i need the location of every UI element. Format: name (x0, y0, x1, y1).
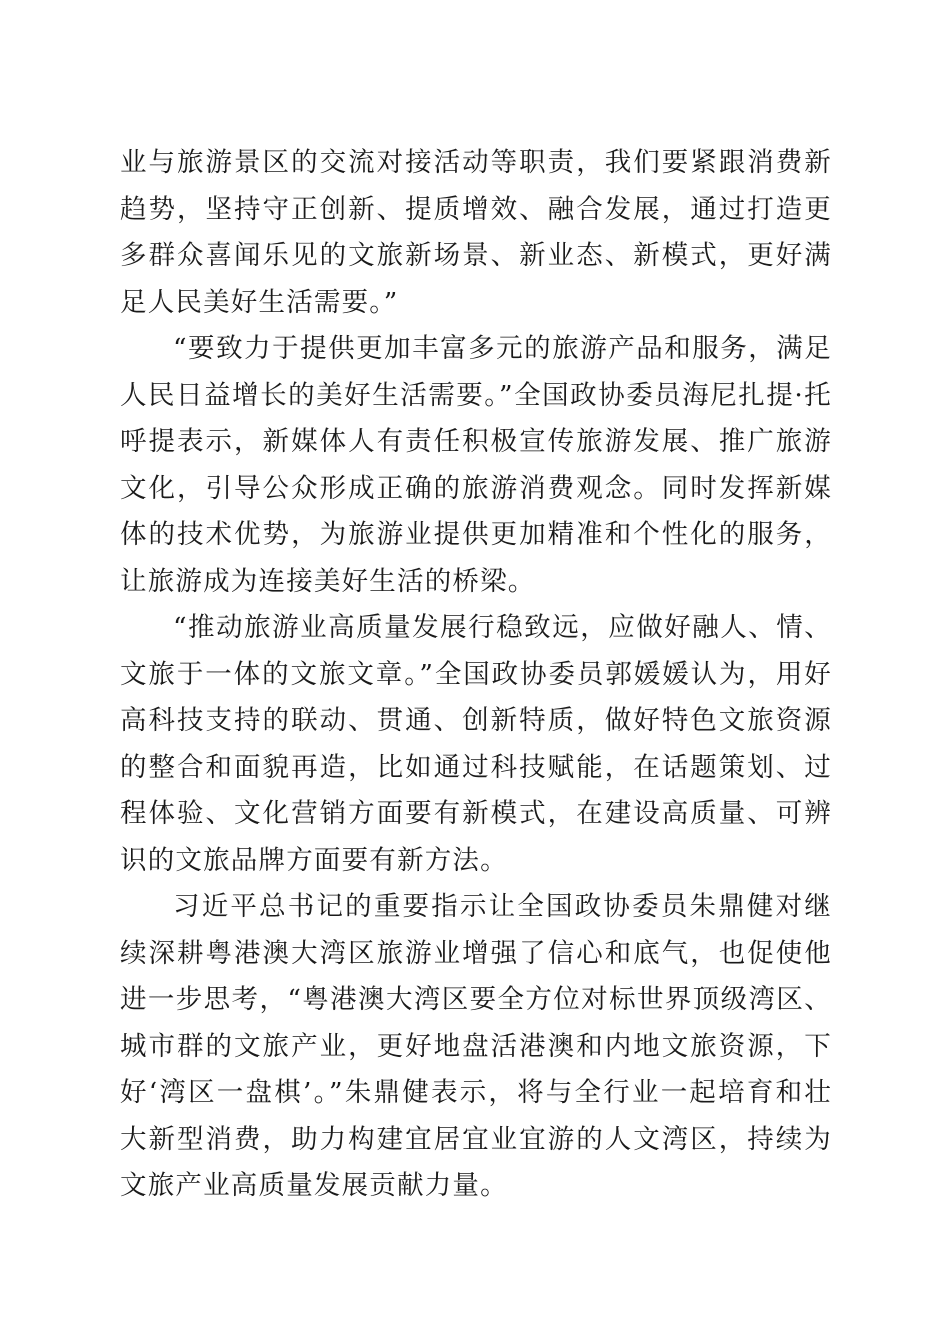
paragraph: “要致力于提供更加丰富多元的旅游产品和服务，满足人民日益增长的美好生活需要。”全国政协委员海尼扎提·托呼提表示，新媒体人有责任积极宣传旅游发展、推广旅游文化，引导公众形成正确的旅游消费观念。同时发挥新媒体的技术优势，为旅游业提供更加精准和个性化的服务，让旅游成为连接美好生活的桥梁。 (120, 333, 832, 597)
paragraph: 习近平总书记的重要指示让全国政协委员朱鼎健对继续深耕粤港澳大湾区旅游业增强了信心和底气，也促使他进一步思考，“粤港澳大湾区要全方位对标世界顶级湾区、城市群的文旅产业，更好地盘活港澳和内地文旅资源，下好‘湾区一盘棋’。”朱鼎健表示，将与全行业一起培育和壮大新型消费，助力构建宜居宜业宜游的人文湾区，持续为文旅产业高质量发展贡献力量。 (120, 891, 832, 1201)
document-body (120, 140, 832, 1210)
paragraph-continuation: 业与旅游景区的交流对接活动等职责，我们要紧跟消费新趋势，坚持守正创新、提质增效、融合发展，通过打造更多群众喜闻乐见的文旅新场景、新业态、新模式，更好满足人民美好生活需要。” (120, 147, 832, 318)
paragraph: “推动旅游业高质量发展行稳致远，应做好融人、情、文旅于一体的文旅文章。”全国政协委员郭媛媛认为，用好高科技支持的联动、贯通、创新特质，做好特色文旅资源的整合和面貌再造，比如通过科技赋能，在话题策划、过程体验、文化营销方面要有新模式，在建设高质量、可辨识的文旅品牌方面要有新方法。 (120, 612, 832, 876)
